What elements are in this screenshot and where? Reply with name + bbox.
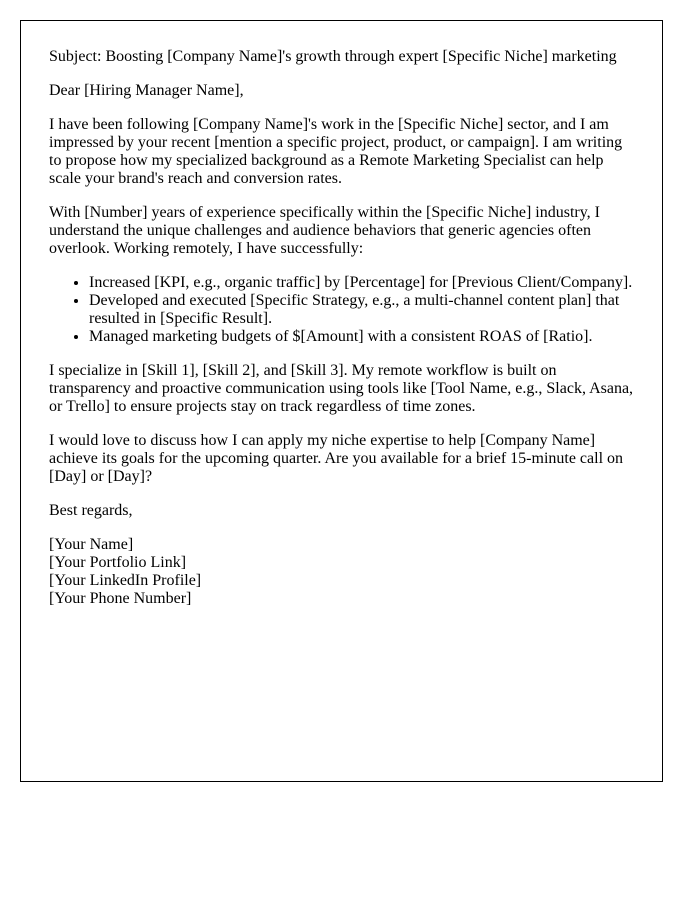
body-paragraph: With [Number] years of experience specifically within the [Specific Niche] industry, I understand the unique challenges and audience behaviors that generic agencies often overlook. Working remotely, I have successfully: (49, 204, 600, 257)
list-item: • Developed and executed [Specific Strategy, e.g., a multi-channel content plan] that resulted in [Specific Result]. (89, 292, 634, 328)
list-item: • Increased [KPI, e.g., organic traffic] by [Percentage] for [Previous Client/Company]. (89, 274, 634, 292)
achievements-list (49, 274, 634, 346)
subject-line: Subject: Boosting [Company Name]'s growth through expert [Specific Niche] marketing (49, 48, 617, 65)
signature-linkedin: [Your LinkedIn Profile] (49, 572, 202, 589)
body-paragraph: I specialize in [Skill 1], [Skill 2], and [Skill 3]. My remote workflow is built on transparency and proactive communication using tools like [Tool Name, e.g., Slack, Asana, or Trello] to ensure projects stay on track regardless of time zones. (49, 362, 634, 415)
body-paragraph: I have been following [Company Name]'s work in the [Specific Niche] sector, and I am impressed by your recent [mention a specific project, product, or campaign]. I am writing to propose how my specialized background as a Remote Marketing Specialist can help scale your brand's reach and conversion rates. (49, 116, 623, 187)
signature-name: [Your Name] (49, 536, 134, 553)
signature-phone: [Your Phone Number] (49, 590, 192, 607)
greeting: Dear [Hiring Manager Name], (49, 82, 244, 99)
list-item: • Managed marketing budgets of $[Amount] with a consistent ROAS of [Ratio]. (89, 328, 634, 346)
signature-block (49, 536, 634, 608)
body-paragraph: I would love to discuss how I can apply my niche expertise to help [Company Name] achieve its goals for the upcoming quarter. Are you available for a brief 15-minute call on [Day] or [Day]? (49, 432, 624, 485)
closing: Best regards, (49, 502, 133, 519)
signature-portfolio: [Your Portfolio Link] (49, 554, 187, 571)
letter-document (20, 20, 663, 782)
